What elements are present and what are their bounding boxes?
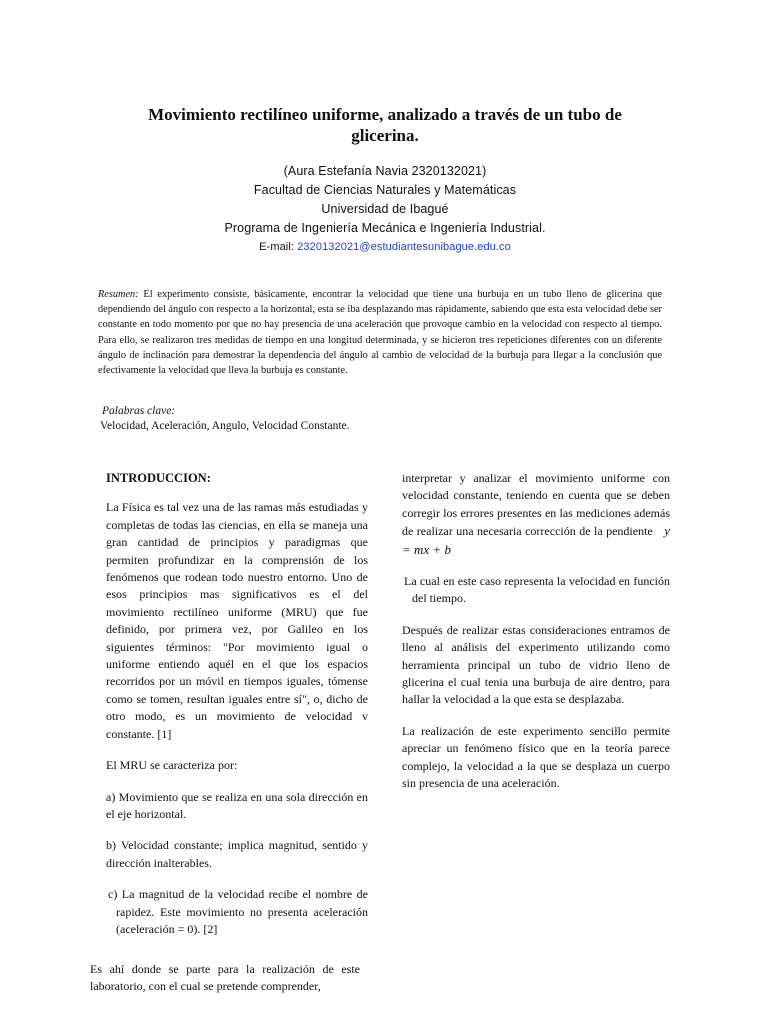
right-paragraph-4: La realización de este experimento sencillo permite apreciar un fenómeno físico que en la teoría parece complejo, la velocidad a la que se desplaza un cuerpo sin presencia de una aceleración. [402, 723, 670, 791]
paper-title: Movimiento rectilíneo uniforme, analizado a través de un tubo de glicerina. [148, 105, 622, 145]
intro-paragraph-2: El MRU se caracteriza por: [106, 758, 238, 773]
left-column [106, 470, 368, 938]
slope-formula: y = mx + b [402, 523, 671, 557]
intro-paragraph-1: La Física es tal vez una de las ramas más estudiadas y completas de todas las ciencias, en ella se maneja una gran cantidad de principios y paradigmas que permiten profundizar en la comprensión de los fenómenos que rodean todo nuestro entorno. Uno de esos principios mas significativos es el del movimiento rectilíneo uniforme (MRU) que fue definido, por primera vez, por Galileo en los siguientes términos: "Por movimiento igual o uniforme entiendo aquél en el que los espacios recorridos por un móvil en tiempos iguales, tómense como se tomen, resultan iguales entre sí", o, dicho de otro modo, es un movimiento de velocidad v constante. [1] [106, 500, 368, 741]
intro-paragraph-3: Es ahí donde se parte para la realización de este laboratorio, con el cual se pretende comprender, [90, 962, 360, 994]
right-paragraph-1 [402, 470, 670, 559]
list-item-a: a) Movimiento que se realiza en una sola dirección en el eje horizontal. [106, 789, 368, 821]
keywords-text: Velocidad, Aceleración, Angulo, Velocidad Constante. [100, 420, 350, 432]
email-label: E-mail: [259, 241, 295, 253]
section-heading-introduccion: INTRODUCCION: [106, 471, 211, 485]
author-faculty: Facultad de Ciencias Naturales y Matemáticas [253, 183, 517, 197]
keywords-label: Palabras clave: [102, 405, 176, 417]
right-paragraph-1-text: interpretar y analizar el movimiento uniforme con velocidad constante, teniendo en cuenta que se deben corregir los errores presentes en las mediciones además de realizar una necesaria corrección de la pendiente [402, 471, 670, 539]
list-item-b: b) Velocidad constante; implica magnitud, sentido y dirección inalterables. [106, 838, 368, 870]
list-item-c: c) La magnitud de la velocidad recibe el nombre de rapidez. Este movimiento no presenta aceleración (aceleración = 0). [2] [108, 887, 368, 936]
right-column [402, 470, 670, 793]
abstract-label: Resumen: [98, 289, 139, 300]
author-program: Programa de Ingeniería Mecánica e Ingeniería Industrial. [224, 221, 546, 235]
abstract-text: El experimento consiste, básicamente, encontrar la velocidad que tiene una burbuja en un tubo lleno de glicerina que dependiendo del ángulo con respecto a la horizontal, esta se iba desplazando mas rápidamente, sabiendo que esta esta velocidad debe ser constante en todo momento por que no hay presencia de una aceleración que provoque cambio en la velocidad con respecto al tiempo. Para ello, se realizaron tres medidas de tiempo en una longitud determinada, y se hicieron tres repeticiones diferentes con un diferente ángulo de inclinación para demostrar la dependencia del ángulo al cambio de velocidad de la burbuja para llegar a la conclusión que efectivamente la velocidad que lleva la burbuja es constante. [98, 289, 662, 377]
author-email-line [150, 238, 620, 257]
author-university: Universidad de Ibagué [321, 202, 449, 216]
author-block [150, 162, 620, 257]
abstract [98, 287, 662, 378]
author-name: (Aura Estefanía Navia 2320132021) [283, 164, 487, 178]
email-link[interactable]: 2320132021@estudiantesunibague.edu.co [297, 241, 511, 253]
right-paragraph-3: Después de realizar estas consideraciones entramos de lleno al análisis del experimento utilizando como herramienta principal un tubo de vidrio lleno de glicerina el cual tenia una burbuja de aire dentro, para hallar la velocidad a la que esta se desplazaba. [402, 622, 670, 707]
right-paragraph-2: La cual en este caso representa la velocidad en función del tiempo. [404, 574, 670, 606]
